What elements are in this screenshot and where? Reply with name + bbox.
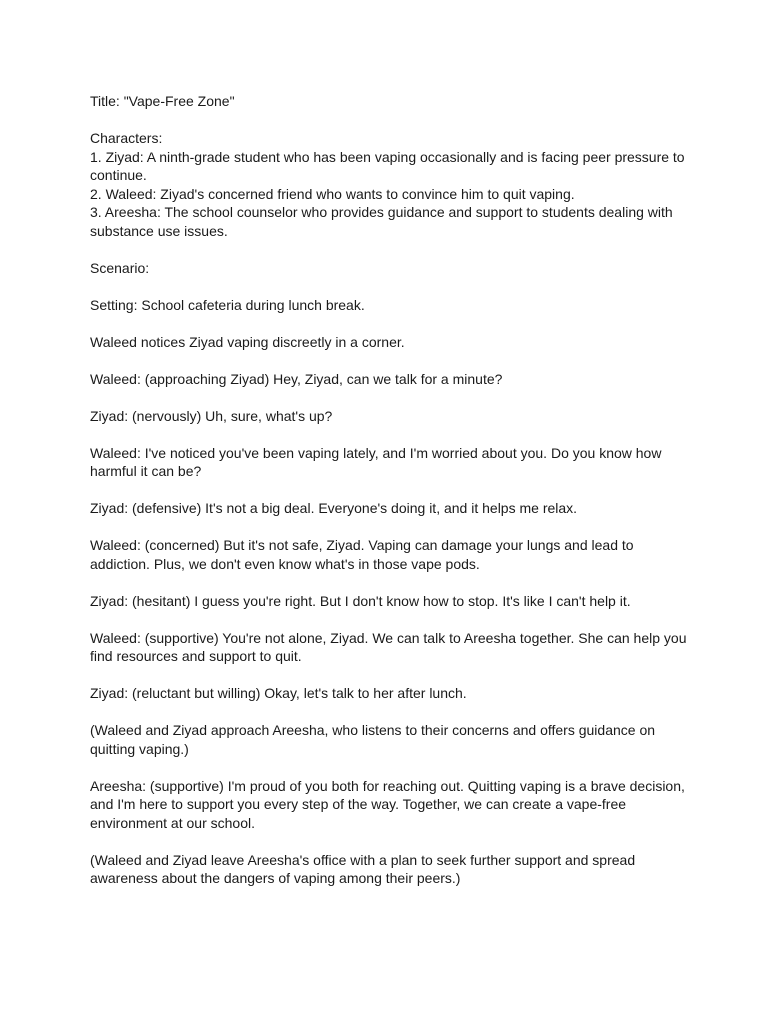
script-paragraph: Waleed: (concerned) But it's not safe, Ziyad. Vaping can damage your lungs and lead to addiction. Plus, we don't even know what's in those vape pods. (90, 537, 638, 572)
script-paragraph: Areesha: (supportive) I'm proud of you both for reaching out. Quitting vaping is a brave decision, and I'm here to support you every step of the way. Together, we can create a vape-free environment at our school. (90, 777, 689, 831)
script-paragraph: Ziyad: (hesitant) I guess you're right. But I don't know how to stop. It's like I can't help it. (90, 592, 631, 609)
script-paragraph: (Waleed and Ziyad leave Areesha's office with a plan to seek further support and spread awareness about the dangers of vaping among their peers.) (90, 851, 639, 886)
script-paragraph: Ziyad: (nervously) Uh, sure, what's up? (90, 407, 333, 424)
document-page (90, 92, 690, 888)
script-paragraph: Waleed: (approaching Ziyad) Hey, Ziyad, can we talk for a minute? (90, 370, 503, 387)
script-paragraph: (Waleed and Ziyad approach Areesha, who listens to their concerns and offers guidance on quitting vaping.) (90, 722, 659, 757)
script-paragraph: Waleed notices Ziyad vaping discreetly in a corner. (90, 333, 405, 350)
scenario-heading: Scenario: (90, 259, 150, 276)
script-paragraph: Waleed: (supportive) You're not alone, Ziyad. We can talk to Areesha together. She can help you find resources and support to quit. (90, 629, 691, 664)
characters-section (90, 129, 690, 240)
document-title: Title: "Vape-Free Zone" (90, 93, 235, 109)
script-paragraph: Ziyad: (reluctant but willing) Okay, let's talk to her after lunch. (90, 685, 467, 701)
script-paragraph: Waleed: I've noticed you've been vaping lately, and I'm worried about you. Do you know how harmful it can be? (90, 444, 666, 479)
character-item-ziyad: 1. Ziyad: A ninth-grade student who has been vaping occasionally and is facing peer pressure to continue. (90, 148, 685, 183)
character-item-areesha: 3. Areesha: The school counselor who provides guidance and support to students dealing with substance use issues. (90, 204, 673, 239)
character-item-waleed: 2. Waleed: Ziyad's concerned friend who wants to convince him to quit vaping. (90, 185, 575, 202)
setting-line: Setting: School cafeteria during lunch break. (90, 296, 365, 313)
script-paragraph: Ziyad: (defensive) It's not a big deal. Everyone's doing it, and it helps me relax. (90, 500, 578, 516)
characters-heading: Characters: (90, 130, 163, 146)
